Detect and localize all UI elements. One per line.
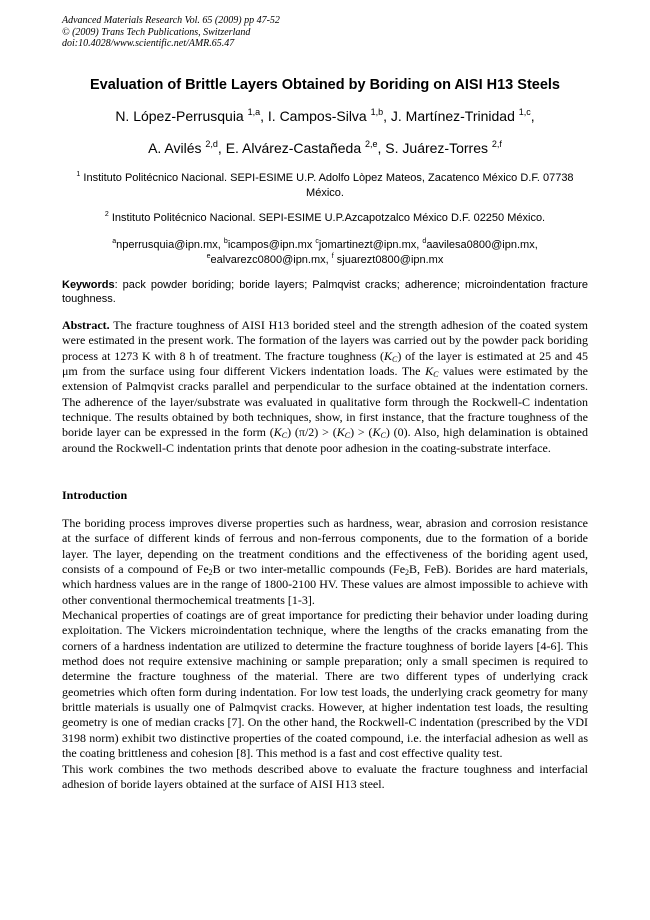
author-name: N. López-Perrusquia — [115, 108, 244, 124]
doi-line: doi:10.4028/www.scientific.net/AMR.65.47 — [62, 38, 235, 49]
affiliation-number: 1 — [76, 171, 81, 178]
keywords-text: : pack powder boriding; boride layers; Palmqvist cracks; adherence; microindentation fracture toughness. — [62, 279, 588, 305]
intro-text: The boriding process improves diverse properties such as hardness, wear, abrasion and corrosion resistance at the surface of different kinds of ferrous and non-ferrous components, due to the formation of a boride layer. The layer, depending on the treatment conditions and the effectiveness of the boriding agent used, consists of a compound of Fe — [62, 516, 588, 577]
subscript: 2 — [405, 568, 410, 578]
affiliation-2 — [62, 211, 588, 226]
email-mark: e — [206, 253, 211, 260]
intro-paragraph-2: Mechanical properties of coatings are of great importance for predicting their behavior under loading during exploitation. The Vickers microindentation technique, where the lengths of the cracks emanating from the corners of a hardness indentation are utilized to determine the fracture toughness of boride layers [4-6]. This method does not require extensive machining or sample preparation; only a small specimen is required to determine the fracture toughness of the material. There are two different types of underlying crack geometries which often form during indentation. For low test loads, the underlying crack geometry for many brittle materials is usually one of Palmqvist cracks. However, at higher indentation test loads, the resulting geometry is one of median cracks [7]. On the other hand, the Rockwell-C indentation (prescribed by the VDI 3198 norm) exhibit two distinctive properties of the coated compound, i.e. the interfacial adhesion as well as the coating brittleness and cohesion [8]. This method is a fast and cost effective quality test. — [62, 608, 588, 761]
keywords-label: Keywords — [62, 279, 115, 291]
intro-text: B, FeB). Borides are hard materials, which hardness values are in the range of 1800-2100 HV. These values are almost impossible to achieve with other conventional thermochemical treatments [1-3]. — [62, 562, 588, 607]
email-link[interactable]: sjuarezt0800@ipn.mx — [336, 254, 444, 266]
author-name: I. Campos-Silva — [267, 108, 367, 124]
symbol-k: K — [372, 425, 381, 440]
email-mark: f — [331, 253, 334, 260]
intro-paragraph-1 — [62, 516, 588, 608]
journal-citation: Advanced Materials Research Vol. 65 (2009) pp 47-52 — [62, 15, 280, 26]
symbol-k: K — [273, 425, 282, 440]
affiliation-text: Instituto Politécnico Nacional. SEPI-ESIME U.P.Azcapotzalco México D.F. 02250 México. — [111, 212, 546, 224]
author-line-2: A. Avilés $^{2,d}$, E. Alvárez-Castañeda $^{2,e}$, S. Juárez-Torres $^{2,f}$ — [148, 139, 502, 156]
introduction-heading: Introduction — [62, 488, 128, 502]
author-affil-mark: 2,f — [491, 139, 502, 149]
author-affil-mark: 2,d — [205, 139, 218, 149]
affiliation-text: Instituto Politécnico Nacional. SEPI-ESIME U.P. Adolfo Lòpez Mateos, Zacatenco México D.F. 07738 México. — [83, 172, 574, 199]
email-link[interactable]: nperrusquia@ipn.mx — [116, 239, 218, 251]
symbol-c: C — [392, 354, 398, 364]
email-line-2: $^e$ealvarezc0800@ipn.mx, $^f$ sjuarezt0800@ipn.mx — [206, 253, 444, 266]
affiliation-number: 2 — [104, 211, 109, 218]
subscript: 2 — [208, 568, 213, 578]
journal-header — [62, 15, 462, 50]
keywords — [62, 279, 588, 306]
affiliation-1 — [62, 171, 588, 201]
intro-paragraph-3: This work combines the two methods described above to evaluate the fracture toughness and interfacial adhesion of boride layers obtained at the surface of AISI H13 steel. — [62, 761, 588, 791]
abstract-text: ) (π/2) > ( — [287, 425, 337, 440]
author-line-1: N. López-Perrusquia $^{1,a}$, I. Campos-Silva $^{1,b}$, J. Martínez-Trinidad $^{1,c}$, — [115, 107, 535, 124]
email-link[interactable]: icampos@ipn.mx — [227, 239, 313, 251]
author-name: J. Martínez-Trinidad — [390, 108, 515, 124]
symbol-k: K — [384, 348, 393, 363]
symbol-k: K — [336, 425, 345, 440]
abstract-text: values were estimated by the extension of Palmqvist cracks parallel and perpendicular to the surface obtained at the indentation corners. The adherence of the layer/substrate was evaluated in qualitative form through the Rockwell-C indentation technique. The results obtained by both techniques, show, in first instance, that the fracture toughness of the boride layer can be expressed in the form ( — [62, 364, 588, 440]
email-line-1: $^a$nperrusquia@ipn.mx, $^b$icampos@ipn.mx $^c$jomartinezt@ipn.mx, $^d$aavilesa0800@ipn.mx, — [112, 238, 538, 251]
email-link[interactable]: jomartinezt@ipn.mx — [318, 239, 417, 251]
author-name: A. Avilés — [148, 140, 202, 156]
abstract-text: The fracture toughness of AISI H13 borided steel and the strength adhesion of the coated system were estimated in the present work. The formation of the layers was carried out by the powder pack boriding process at 1273 K with 8 h of treatment. The fracture toughness ( — [62, 318, 588, 363]
author-affil-mark: 1,a — [247, 107, 261, 117]
symbol-c: C — [433, 370, 439, 380]
paper-title: Evaluation of Brittle Layers Obtained by Boriding on AISI H13 Steels — [90, 77, 560, 93]
introduction-body — [62, 516, 588, 792]
email-mark: c — [315, 238, 319, 245]
symbol-k: K — [425, 364, 434, 379]
abstract-label: Abstract. — [62, 318, 110, 332]
abstract — [62, 318, 588, 456]
abstract-text: ) of the layer is estimated at 25 and 45 μm from the surface using four different Vickers indentation loads. The — [62, 348, 588, 379]
author-affil-mark: 2,e — [365, 139, 378, 149]
email-mark: d — [422, 238, 427, 245]
intro-text: B or two inter-metallic compounds (Fe — [212, 562, 406, 577]
author-emails — [62, 238, 588, 268]
abstract-text: ) > ( — [350, 425, 373, 440]
email-link[interactable]: aavilesa0800@ipn.mx — [426, 239, 535, 251]
copyright-line: © (2009) Trans Tech Publications, Switzerland — [62, 26, 251, 38]
symbol-c: C — [380, 431, 386, 441]
author-affil-mark: 1,c — [518, 107, 531, 117]
email-mark: b — [223, 238, 228, 245]
symbol-c: C — [281, 431, 288, 441]
email-mark: a — [112, 238, 117, 245]
email-link[interactable]: ealvarezc0800@ipn.mx — [210, 254, 326, 266]
author-affil-mark: 1,b — [370, 107, 384, 117]
abstract-text: ) (0). Also, high delamination is obtained around the Rockwell-C indentation prints that denote poor adhesion in the coating-substrate interface. — [62, 425, 588, 455]
symbol-c: C — [344, 431, 351, 441]
author-name: S. Juárez-Torres — [385, 140, 488, 156]
author-name: E. Alvárez-Castañeda — [225, 140, 362, 156]
